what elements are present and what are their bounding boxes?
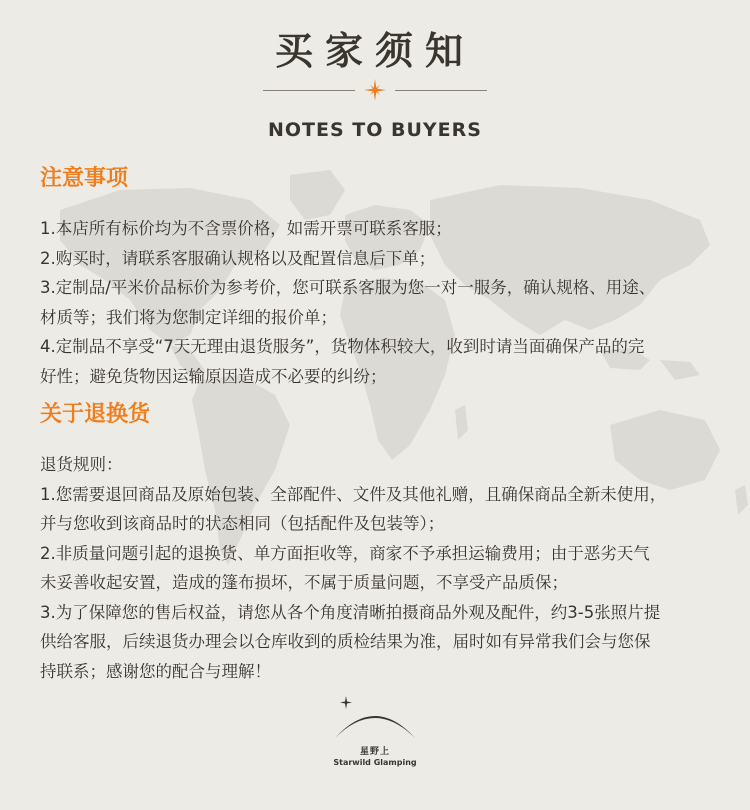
notes-line: 3.定制品/平米价品标价为参考价，您可联系客服为您一对一服务，确认规格、用途、 bbox=[40, 278, 656, 297]
returns-line: 3.为了保障您的售后权益，请您从各个角度清晰拍摄商品外观及配件，约3-5张照片提 bbox=[40, 602, 661, 622]
notes-line: 1.本店所有标价均为不含票价格，如需开票可联系客服； bbox=[40, 219, 452, 238]
title-divider bbox=[263, 78, 487, 104]
page-title: 买家须知 bbox=[274, 29, 475, 73]
notes-line: 好性；避免货物因运输原因造成不必要的纠纷； bbox=[40, 366, 387, 386]
returns-line: 持联系；感谢您的配合与理解！ bbox=[40, 661, 271, 681]
returns-line: 并与您收到该商品时的状态相同（包括配件及包装等）； bbox=[40, 514, 445, 533]
returns-line: 退货规则： bbox=[40, 455, 123, 474]
returns-line: 未妥善收起安置，造成的篷布损坏，不属于质量问题，不享受产品质保； bbox=[40, 573, 568, 592]
star-icon bbox=[363, 78, 387, 102]
returns-line: 1.您需要退回商品及原始包装、全部配件、文件及其他礼赠，且确保商品全新未使用， bbox=[40, 484, 667, 504]
divider-line-left bbox=[263, 90, 355, 91]
section-body-returns bbox=[40, 450, 720, 686]
returns-line: 供给客服，后续退货办理会以仓库收到的质检结果为准，届时如有异常我们会与您保 bbox=[40, 632, 651, 651]
brand-name-cn: 星野上 bbox=[359, 747, 390, 757]
page-subtitle: NOTES TO BUYERS bbox=[268, 119, 482, 141]
divider-line-right bbox=[395, 90, 487, 91]
section-body-notes bbox=[40, 214, 720, 391]
returns-line: 2.非质量问题引起的退换货、单方面拒收等，商家不予承担运输费用；由于恶劣天气 bbox=[40, 543, 650, 563]
notes-line: 材质等；我们将为您制定详细的报价单； bbox=[40, 307, 337, 327]
starwild-logo-icon bbox=[325, 694, 425, 742]
section-title-returns: 关于退换货 bbox=[40, 402, 151, 427]
brand-name-en: Starwild Glamping bbox=[333, 758, 417, 767]
notes-line: 4.定制品不享受“7天无理由退货服务”，货物体积较大，收到时请当面确保产品的完 bbox=[40, 337, 645, 356]
section-title-notes: 注意事项 bbox=[40, 166, 129, 191]
notes-line: 2.购买时，请联系客服确认规格以及配置信息后下单； bbox=[40, 248, 436, 268]
